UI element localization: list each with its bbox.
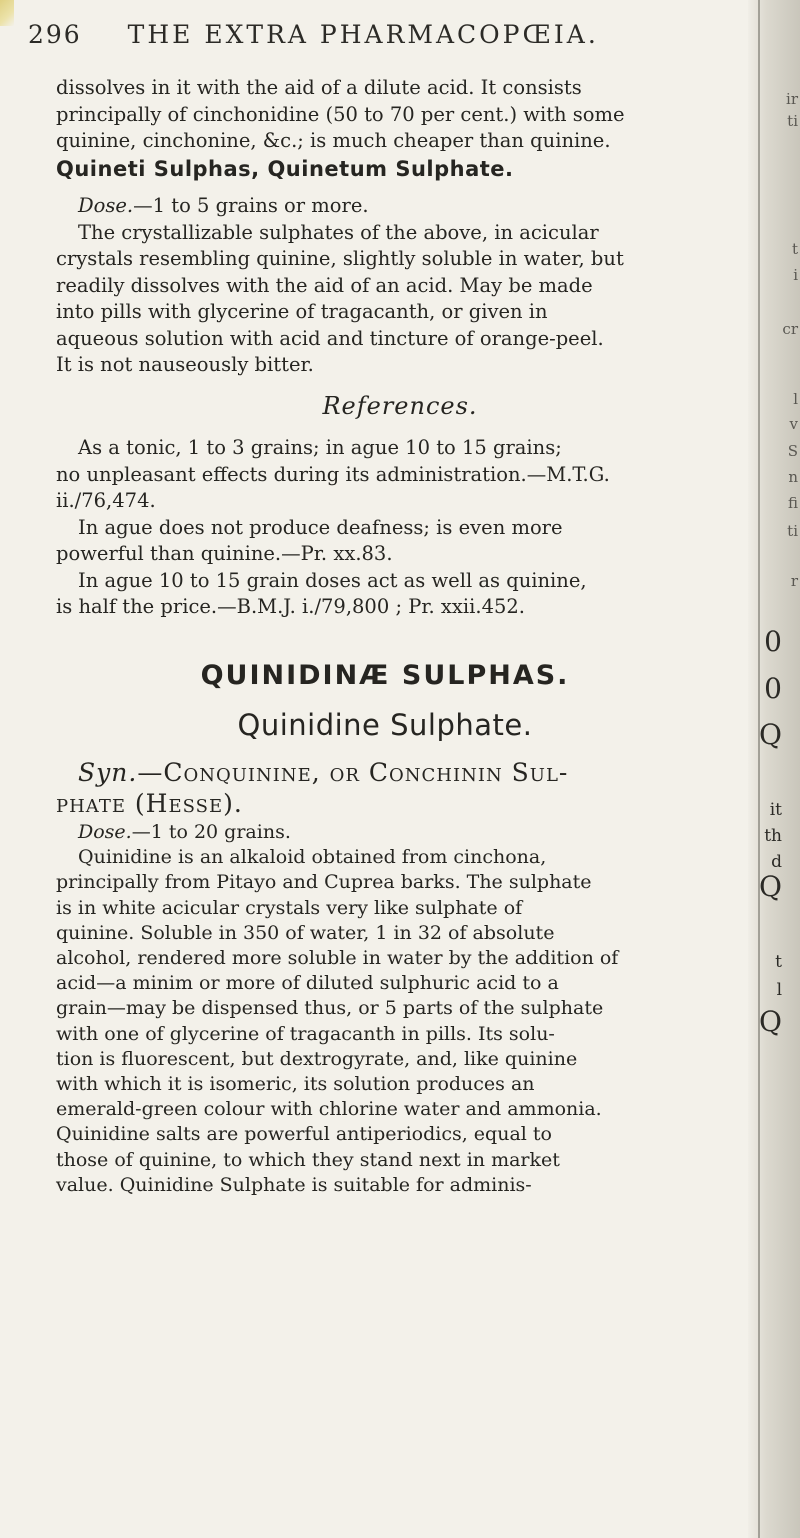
bleed-glyph: v (789, 415, 798, 433)
text-line: is half the price.—B.M.J. i./79,800 ; Pr. xxii.452. (56, 595, 525, 618)
text-line: with one of glycerine of tragacanth in pills. Its solu- (56, 1022, 555, 1045)
text-line: into pills with glycerine of tragacanth, or given in (56, 300, 548, 323)
text-line: value. Quinidine Sulphate is suitable for adminis- (56, 1173, 532, 1196)
references-section (56, 435, 746, 621)
dose-line (56, 820, 746, 845)
text-line: powerful than quinine.—Pr. xx.83. (56, 542, 393, 565)
bleed-glyph: cr (782, 320, 798, 338)
bleed-digit: Q (759, 870, 782, 903)
text-line: no unpleasant effects during its administration.—M.T.G. (56, 462, 610, 486)
quinidinae-subtitle: Quinidine Sulphate. (237, 708, 533, 742)
page-corner-stain (0, 0, 14, 26)
text-line: quinine, cinchonine, &c.; is much cheaper than quinine. (56, 129, 611, 152)
text-line: tion is fluorescent, but dextrogyrate, and, like quinine (56, 1047, 578, 1070)
dose-text: —1 to 5 grains or more. (133, 194, 369, 217)
bleed-glyph: l (793, 390, 798, 408)
text-line: with which it is isomeric, its solution produces an (56, 1073, 535, 1096)
bleed-glyph: ti (787, 112, 798, 130)
bleed-glyph: S (787, 442, 798, 460)
bleed-digit: l (776, 980, 782, 1000)
text-line: ii./76,474. (56, 489, 156, 512)
quinidinae-section (56, 758, 746, 1198)
quineti-section (56, 193, 746, 379)
bleed-glyph: fi (787, 494, 798, 512)
bleed-glyph: ir (786, 90, 798, 108)
bleed-digit: it (769, 800, 782, 820)
synonym-continuation: phate (Hesse). (56, 789, 243, 818)
dose-text: —1 to 20 grains. (131, 821, 291, 843)
text-line: those of quinine, to which they stand next in market (56, 1148, 560, 1171)
dose-line (56, 193, 746, 220)
bleed-digit: 0 (764, 625, 782, 658)
bleed-digit: Q (759, 718, 782, 751)
synonym-text: —Conquinine, or Conchinin Sul- (137, 758, 569, 787)
text-line: In ague 10 to 15 grain doses act as well as quinine, (78, 568, 587, 592)
bleed-glyph: i (793, 266, 798, 284)
text-line: is in white acicular crystals very like sulphate of (56, 896, 523, 919)
text-line: alcohol, rendered more soluble in water by the addition of (56, 947, 619, 970)
text-line: grain—may be dispensed thus, or 5 parts of the sulphate (56, 997, 604, 1020)
bleed-digit: d (771, 852, 782, 872)
running-head-title: THE EXTRA PHARMACOPŒIA. (127, 20, 599, 49)
text-line: principally from Pitayo and Cuprea barks. The sulphate (56, 871, 592, 894)
bleed-glyph: ti (787, 522, 798, 540)
text-line: principally of cinchonidine (50 to 70 per cent.) with some (56, 102, 625, 126)
text-line: In ague does not produce deafness; is even more (78, 515, 563, 539)
page-number: 296 (28, 20, 82, 49)
dose-label: Dose. (78, 821, 132, 843)
text-line: The crystallizable sulphates of the above, in acicular (78, 220, 599, 244)
quineti-heading: Quineti Sulphas, Quinetum Sulphate. (56, 157, 514, 181)
text-line: aqueous solution with acid and tincture of orange-peel. (56, 326, 604, 350)
running-head (28, 20, 748, 60)
text-line: dissolves in it with the aid of a dilute acid. It consists (56, 76, 582, 99)
text-line: crystals resembling quinine, slightly soluble in water, but (56, 247, 624, 270)
bleed-digit: th (764, 826, 782, 846)
bleed-digit: Q (759, 1005, 782, 1038)
text-line: acid—a minim or more of diluted sulphuric acid to a (56, 972, 559, 995)
text-line: readily dissolves with the aid of an acid. May be made (56, 273, 593, 297)
bleed-glyph: t (791, 240, 798, 258)
bleed-glyph: r (790, 572, 798, 590)
quinidinae-title: QUINIDINÆ SULPHAS. (200, 660, 570, 691)
bleed-digit: 0 (764, 672, 782, 705)
text-line: quinine. Soluble in 350 of water, 1 in 32 of absolute (56, 921, 555, 944)
text-line: As a tonic, 1 to 3 grains; in ague 10 to 15 grains; (78, 436, 562, 459)
dose-label: Dose. (78, 194, 134, 217)
bleed-glyph: n (788, 468, 798, 486)
bleed-digit: t (775, 952, 782, 972)
text-line: It is not nauseously bitter. (56, 353, 314, 376)
text-line: Quinidine salts are powerful antiperiodics, equal to (56, 1123, 552, 1146)
facing-page-bleed-digits (752, 0, 782, 1538)
intro-paragraph (56, 75, 746, 155)
synonym-label: Syn. (78, 758, 138, 787)
text-line: emerald-green colour with chlorine water and ammonia. (56, 1098, 602, 1121)
synonym-line (56, 758, 746, 788)
references-heading: References. (322, 392, 478, 420)
text-line: Quinidine is an alkaloid obtained from cinchona, (78, 846, 547, 869)
